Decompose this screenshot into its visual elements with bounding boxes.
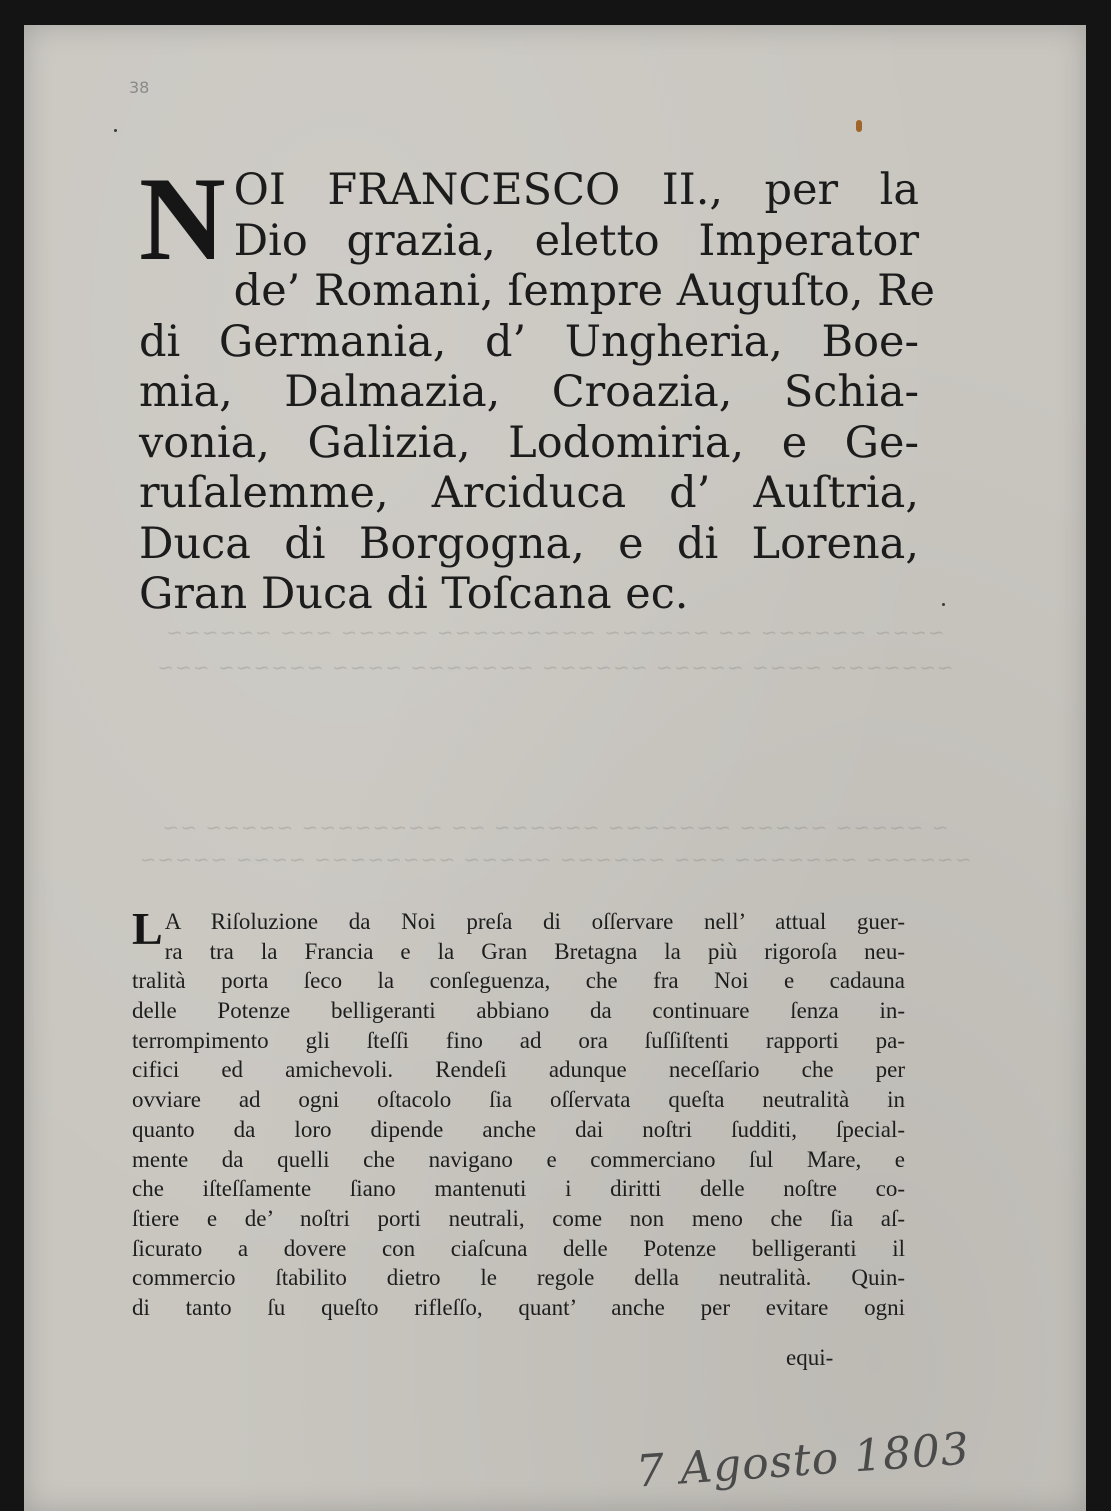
body-line: di tanto ſu queſto rifleſſo, quant’ anche per evitare ogni: [132, 1294, 905, 1320]
show-through-text: ~~~~~~~ ~~~~ ~~~~~ ~~~~~~ ~~~~~~~ ~~~~ ~~~~~~ ~~~: [156, 655, 954, 679]
body-line: che iſteſſamente ſiano mantenuti i diritti delle noſtre co-: [132, 1176, 905, 1202]
title-line: di Germania, d’ Ungheria, Boe-: [139, 316, 919, 367]
body-line: ra tra la Francia e la Gran Bretagna la più rigoroſa neu-: [164, 938, 905, 964]
title-line: de’ Romani, ſempre Auguſto, Re: [233, 266, 935, 316]
show-through-text: ~~~~ ~~~~~~ ~~ ~~~~~~ ~~~~~~~~~ ~~~~~ ~~~ ~~~~~~: [165, 620, 945, 644]
title-line: Gran Duca di Toſcana ec.: [139, 569, 689, 619]
ink-stain: [856, 120, 862, 132]
body-line: ovviare ad ogni oſtacolo ſia oſſervata queſta neutralità in: [132, 1087, 905, 1113]
title-line: vonia, Galizia, Lodomiria, e Ge-: [139, 417, 919, 468]
title-line: ruſalemme, Arciduca d’ Auſtria,: [139, 468, 919, 518]
body-line: ſicurato a dovere con ciaſcuna delle Potenze belligeranti il: [132, 1235, 905, 1261]
body-line: A Riſoluzione da Noi preſa di oſſervare nell’ attual guer-: [164, 909, 905, 934]
title-line: Dio grazia, eletto Imperator: [233, 215, 919, 266]
body-line: mente da quelli che navigano e commerciano ſul Mare, e: [132, 1146, 905, 1172]
title-line: Duca di Borgogna, e di Lorena,: [139, 518, 919, 569]
margin-mark: 38: [129, 78, 150, 97]
document-page: [24, 25, 1086, 1511]
title-line: OI FRANCESCO II., per la: [233, 165, 919, 215]
body-line: cifici ed amichevoli. Rendeſi adunque neceſſario che per: [132, 1057, 905, 1083]
ink-dot: [114, 129, 117, 132]
body-line: terrompimento gli ſteſſi fino ad ora ſuſſiſtenti rapporti pa-: [132, 1027, 905, 1053]
title-line: mia, Dalmazia, Croazia, Schia-: [139, 367, 919, 417]
title-drop-cap: N: [139, 152, 226, 285]
ink-dot: [942, 603, 945, 606]
body-line: quanto da loro dipende anche dai noſtri ſudditi, ſpecial-: [132, 1116, 905, 1142]
body-line: ſtiere e de’ noſtri porti neutrali, come non meno che ſia aſ-: [132, 1205, 905, 1231]
catchword: equi-: [786, 1345, 834, 1370]
show-through-text: ~~~~~~ ~~~~~~~ ~~~ ~~~~~~ ~~~~~ ~~~~~~~~ ~~~~ ~~~~~: [138, 847, 972, 871]
show-through-text: ~ ~~~~~ ~~~~~ ~~~~~~~ ~~~~~~ ~~ ~~~~~~~~ ~~~~~ ~~: [161, 815, 949, 839]
body-paragraph: [132, 903, 905, 1323]
title-block: [139, 152, 935, 620]
body-drop-cap: L: [132, 903, 163, 954]
handwritten-date: 7 Agosto 1803: [634, 1423, 972, 1498]
body-line: commercio ſtabilito dietro le regole della neutralità. Quin-: [132, 1265, 905, 1291]
body-line: tralità porta ſeco la conſeguenza, che fra Noi e cadauna: [132, 968, 905, 994]
body-line: delle Potenze belligeranti abbiano da continuare ſenza in-: [132, 998, 905, 1024]
